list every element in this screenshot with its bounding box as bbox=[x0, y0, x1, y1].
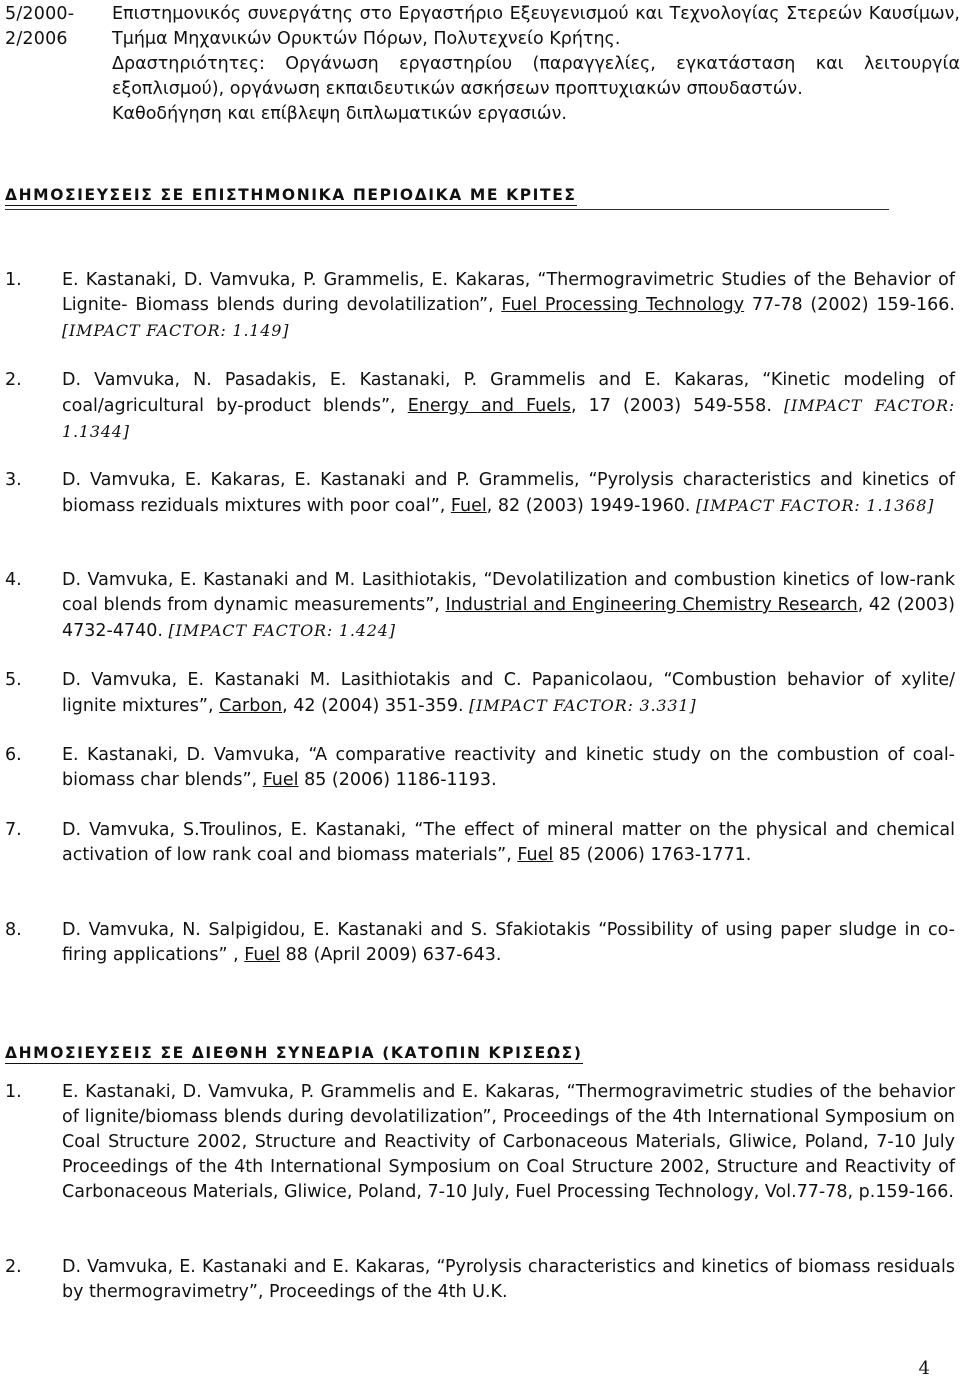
citation-authors-title: D. Vamvuka, E. Kastanaki M. Lasithiotakis and C. Papanicolaou, “Combustion behavior of xylite/ lignite mixtures”, bbox=[62, 670, 955, 716]
publication-number: 1. bbox=[5, 1082, 22, 1102]
date-start: 5/2000- bbox=[5, 4, 75, 24]
citation-text bbox=[62, 568, 955, 644]
date-end: 2/2006 bbox=[5, 29, 68, 49]
publication-citation bbox=[62, 743, 955, 793]
journal-name: Carbon bbox=[219, 696, 283, 716]
citation-text: E. Kastanaki, D. Vamvuka, P. Grammelis and E. Kakaras, “Thermogravimetric studies of the behavior of lignite/biomass blends during devolatilization”, Proceedings of the 4th International Symposium on Coal Structure 2002, Structure and Reactivity of Carbonaceous Materials, Gliwice, Poland, 7-10 July Proceedings of the 4th International Symposium on Coal Structure 2002, Structure and Reactivity of Carbonaceous Materials, Gliwice, Poland, 7-10 July, Fuel Processing Technology, Vol.77-78, p.159-166. bbox=[62, 1082, 955, 1202]
publication-number: 8. bbox=[5, 920, 22, 940]
citation-volume-pages: , 17 (2003) 549-558. bbox=[570, 396, 784, 416]
employment-dates bbox=[5, 2, 105, 52]
publication-number: 6. bbox=[5, 745, 22, 765]
citation-volume-pages: , 42 (2004) 351-359. bbox=[282, 696, 470, 716]
impact-factor: [IMPACT FACTOR: 1.149] bbox=[62, 321, 290, 340]
citation-volume-pages: 88 (April 2009) 637-643. bbox=[280, 945, 502, 965]
journal-name: Fuel Processing Technology bbox=[501, 295, 745, 315]
publication-number: 5. bbox=[5, 670, 22, 690]
journal-name: Industrial and Engineering Chemistry Research bbox=[445, 595, 858, 615]
citation-text bbox=[62, 468, 955, 519]
citation-volume-pages: 85 (2006) 1186-1193. bbox=[298, 770, 497, 790]
employment-activities: Δραστηριότητες: Οργάνωση εργαστηρίου (παραγγελίες, εγκατάσταση και λειτουργία εξοπλισμού), οργάνωση εκπαιδευτικών ασκήσεων προπτυχιακών σπουδαστών. bbox=[112, 54, 960, 99]
citation-volume-pages: , 82 (2003) 1949-1960. bbox=[486, 496, 696, 516]
impact-factor: [IMPACT FACTOR: 1.424] bbox=[168, 621, 396, 640]
citation-text bbox=[62, 918, 955, 968]
page-number: 4 bbox=[918, 1358, 930, 1379]
citation-volume-pages: , 42 (2003) 4732-4740. bbox=[62, 595, 955, 641]
journal-publications-heading: ΔΗΜΟΣΙΕΥΣΕΙΣ ΣΕ ΕΠΙΣΤΗΜΟΝΙΚΑ ΠΕΡΙΟΔΙΚΑ ΜΕ ΚΡΙΤΕΣ bbox=[5, 186, 577, 204]
journal-name: Energy and Fuels bbox=[407, 396, 571, 416]
citation-authors-title: E. Kastanaki, D. Vamvuka, P. Grammelis, E. Kakaras, “Thermogravimetric Studies of the Behavior of Lignite- Biomass blends during devolatilization”, bbox=[62, 270, 955, 315]
citation-authors-title: D. Vamvuka, E. Kastanaki and M. Lasithiotakis, “Devolatilization and combustion kinetics of low-rank coal blends from dynamic measurements”, bbox=[62, 570, 955, 615]
citation-text bbox=[62, 743, 955, 793]
publication-number: 3. bbox=[5, 470, 22, 490]
citation-volume-pages: 77-78 (2002) 159-166. bbox=[744, 295, 955, 315]
publication-citation bbox=[62, 918, 955, 968]
publication-citation bbox=[62, 818, 955, 868]
conference-publications-heading: ΔΗΜΟΣΙΕΥΣΕΙΣ ΣΕ ΔΙΕΘΝΗ ΣΥΝΕΔΡΙΑ (ΚΑΤΟΠΙΝ ΚΡΙΣΕΩΣ) bbox=[5, 1044, 583, 1062]
employment-supervision: Καθοδήγηση και επίβλεψη διπλωματικών εργασιών. bbox=[112, 104, 567, 124]
publication-citation bbox=[62, 568, 955, 644]
publication-citation bbox=[62, 1080, 955, 1205]
heading-rule bbox=[5, 209, 889, 210]
impact-factor: [IMPACT FACTOR: 1.1368] bbox=[695, 496, 935, 515]
publication-number: 2. bbox=[5, 1257, 22, 1277]
impact-factor: [IMPACT FACTOR: 1.1344] bbox=[62, 396, 955, 441]
journal-name: Fuel bbox=[517, 845, 554, 865]
publication-citation bbox=[62, 668, 955, 719]
publication-citation bbox=[62, 368, 955, 445]
publication-citation bbox=[62, 468, 955, 519]
impact-factor: [IMPACT FACTOR: 3.331] bbox=[469, 696, 697, 715]
citation-authors-title: D. Vamvuka, E. Kakaras, E. Kastanaki and P. Grammelis, “Pyrolysis characteristics and kinetics of biomass reziduals mixtures with poor coal”, bbox=[62, 470, 955, 516]
employment-description bbox=[112, 2, 960, 127]
citation-authors-title: D. Vamvuka, S.Troulinos, E. Kastanaki, “The effect of mineral matter on the physical and chemical activation of low rank coal and biomass materials”, bbox=[62, 820, 955, 865]
journal-name: Fuel bbox=[244, 945, 281, 965]
citation-text bbox=[62, 268, 955, 344]
citation-text bbox=[62, 368, 955, 445]
publication-number: 2. bbox=[5, 370, 22, 390]
citation-authors-title: D. Vamvuka, N. Pasadakis, E. Kastanaki, P. Grammelis and E. Kakaras, “Kinetic modeling of coal/agricultural by-product blends”, bbox=[62, 370, 955, 416]
citation-text: D. Vamvuka, E. Kastanaki and E. Kakaras, “Pyrolysis characteristics and kinetics of biomass residuals by thermogravimetry”, Proceedings of the 4th U.K. bbox=[62, 1257, 955, 1302]
publication-number: 1. bbox=[5, 270, 22, 290]
journal-name: Fuel bbox=[262, 770, 299, 790]
publication-citation bbox=[62, 268, 955, 344]
employment-position: Επιστημονικός συνεργάτης στο Εργαστήριο Εξευγενισμού και Τεχνολογίας Στερεών Καυσίμων, Τμήμα Μηχανικών Ορυκτών Πόρων, Πολυτεχνείο Κρήτης. bbox=[112, 4, 960, 49]
citation-volume-pages: 85 (2006) 1763-1771. bbox=[553, 845, 752, 865]
publication-number: 4. bbox=[5, 570, 22, 590]
citation-text bbox=[62, 668, 955, 719]
journal-name: Fuel bbox=[450, 496, 487, 516]
publication-citation bbox=[62, 1255, 955, 1305]
citation-text bbox=[62, 818, 955, 868]
citation-authors-title: E. Kastanaki, D. Vamvuka, “A comparative reactivity and kinetic study on the combustion of coal-biomass char blends”, bbox=[62, 745, 955, 790]
publication-number: 7. bbox=[5, 820, 22, 840]
citation-authors-title: D. Vamvuka, N. Salpigidou, E. Kastanaki and S. Sfakiotakis “Possibility of using paper sludge in co-firing applications” , bbox=[62, 920, 955, 965]
